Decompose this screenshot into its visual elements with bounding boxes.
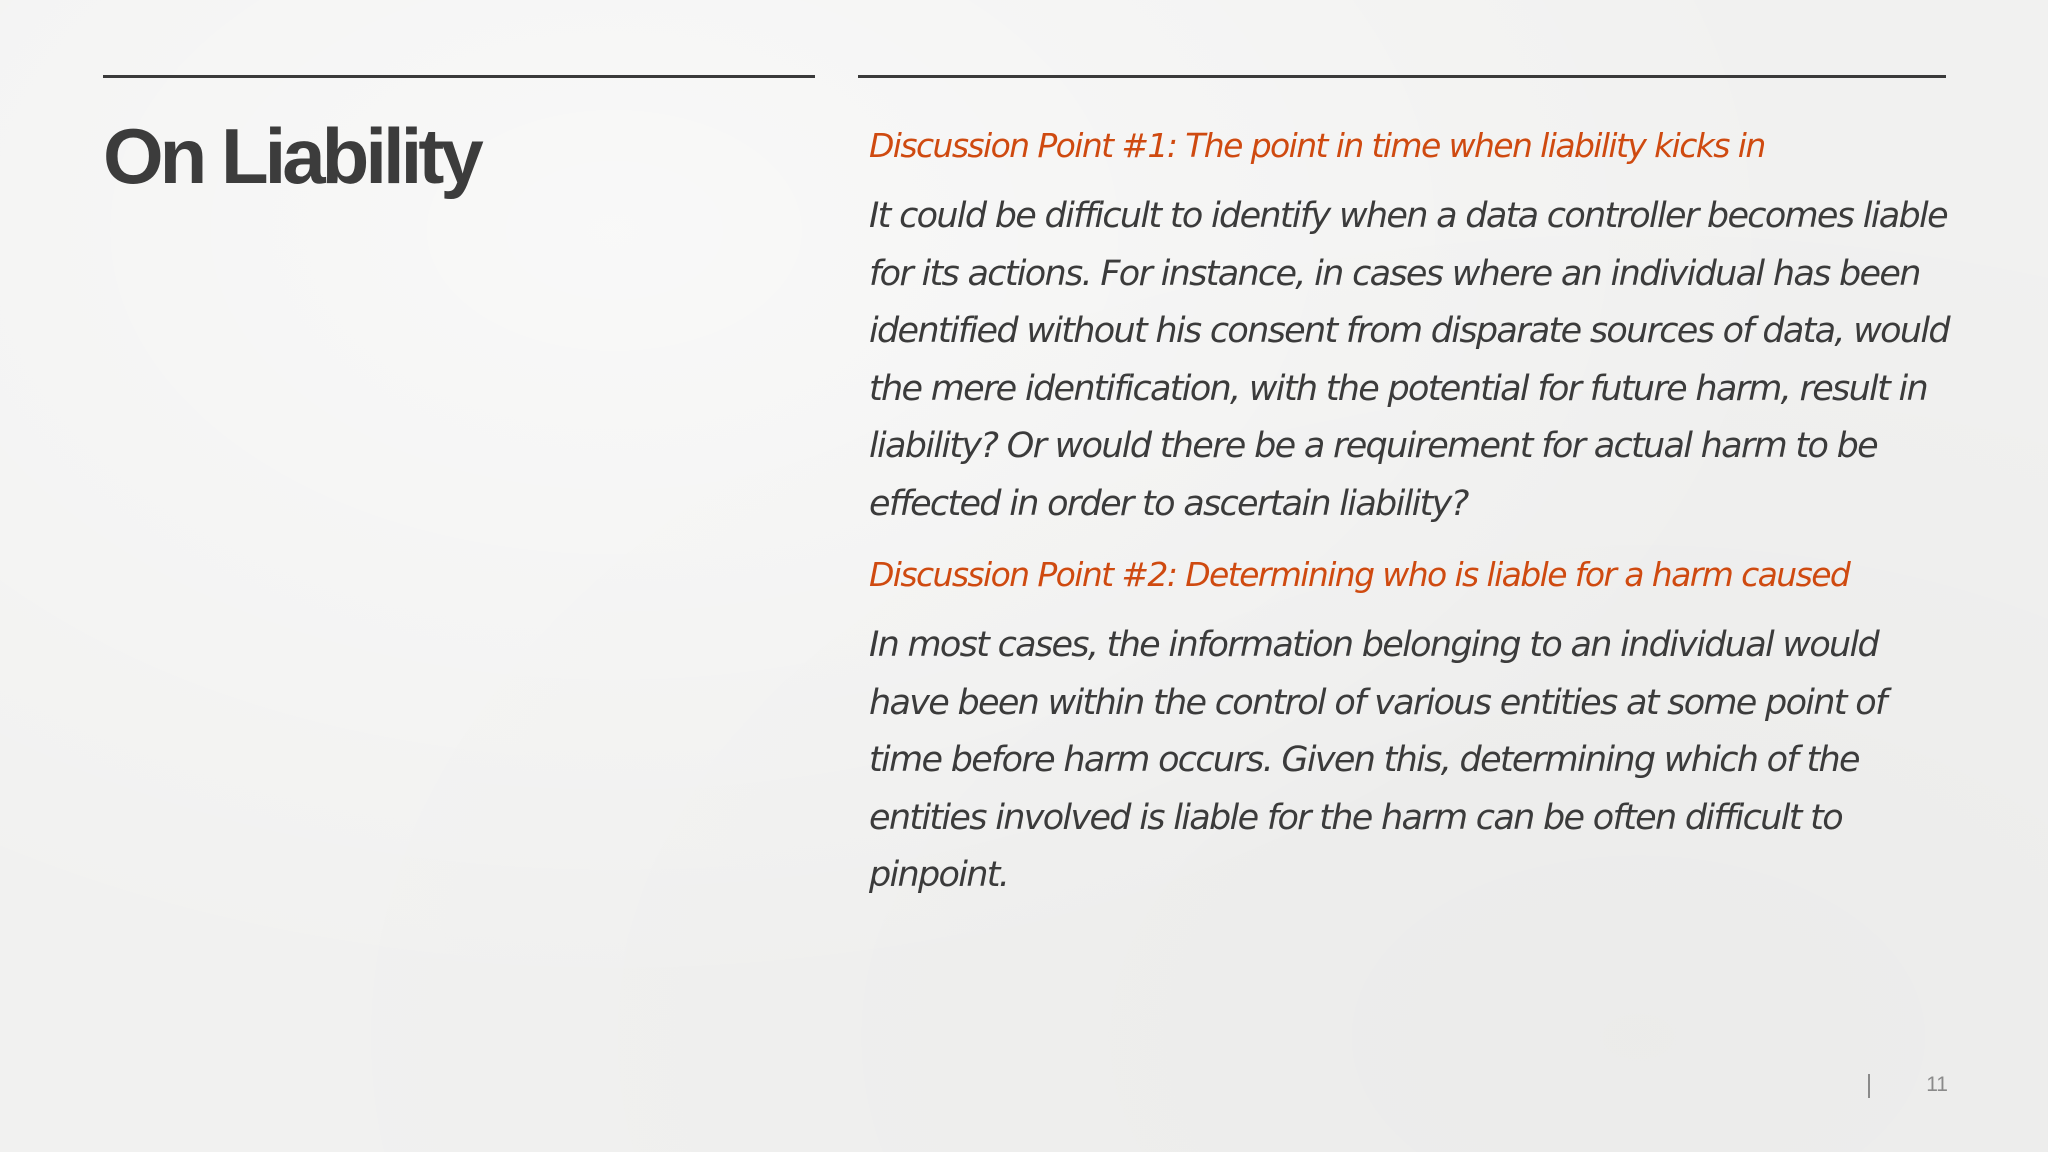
body-line: time before harm occurs. Given this, determining which of the: [869, 740, 1859, 780]
page-number: 11: [1926, 1073, 1948, 1096]
body-line: for its actions. For instance, in cases where an individual has been: [869, 253, 1920, 294]
content-area: [869, 116, 1954, 917]
discussion-point-1-body: [869, 188, 1954, 533]
body-line: It could be difficult to identify when a data controller becomes liable: [869, 196, 1947, 236]
title-divider-line: [103, 75, 815, 78]
footer-divider: [1868, 1074, 1870, 1098]
body-line: the mere identification, with the potential for future harm, result in: [869, 368, 1928, 409]
body-line: have been within the control of various entities at some point of: [869, 682, 1886, 723]
body-line: In most cases, the information belonging to an individual would: [869, 625, 1879, 665]
discussion-point-1-heading: Discussion Point #1: The point in time when liability kicks in: [869, 126, 1765, 165]
body-line: effected in order to ascertain liability?: [869, 483, 1468, 524]
discussion-point-2-heading: Discussion Point #2: Determining who is liable for a harm caused: [869, 555, 1850, 594]
body-line: liability? Or would there be a requirement for actual harm to be: [869, 426, 1877, 466]
body-line: identified without his consent from disparate sources of data, would: [869, 311, 1949, 351]
discussion-point-2-body: [869, 617, 1954, 905]
body-line: pinpoint.: [869, 855, 1009, 895]
content-divider-line: [858, 75, 1946, 78]
slide-title: On Liability: [103, 112, 480, 200]
body-line: entities involved is liable for the harm can be often difficult to: [869, 797, 1842, 838]
